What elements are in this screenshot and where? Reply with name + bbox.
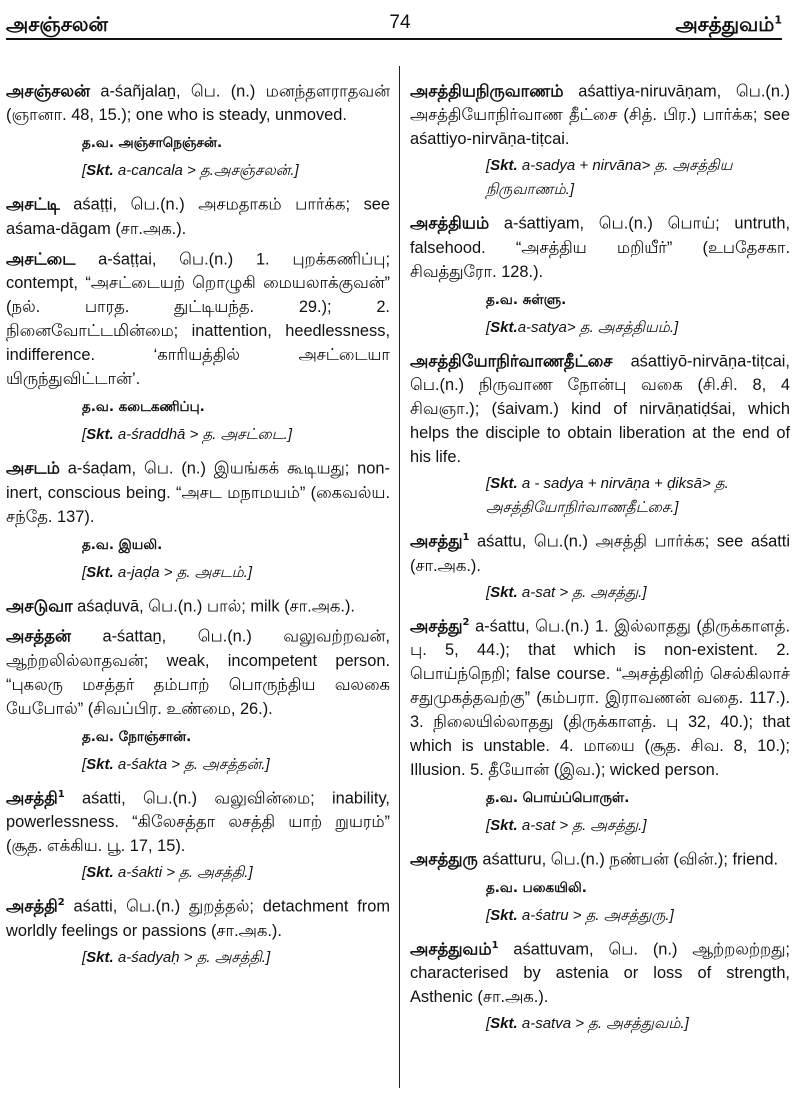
- etymology-text: a-śraddhā > த. அசட்டை.]: [113, 426, 292, 444]
- dictionary-entry: [6, 453, 390, 584]
- sanskrit-etymology: [486, 154, 790, 202]
- etymology-open-bracket: [: [82, 948, 87, 966]
- column-divider: [399, 66, 400, 1088]
- entry-definition: [410, 934, 790, 1009]
- headword: அசத்தியோநிர்வாணதீட்சை: [410, 351, 613, 371]
- entry-definition: [6, 591, 390, 618]
- dictionary-entry: [6, 591, 390, 618]
- etymology-label: Skt.: [86, 563, 114, 581]
- entry-definition: [6, 453, 390, 528]
- etymology-label: Skt.: [490, 1015, 518, 1033]
- dictionary-entry: [6, 244, 390, 447]
- right-column: [410, 76, 790, 1042]
- etymology-text: a-śatru > த. அசத்துரு.]: [517, 906, 674, 924]
- entry-definition: [6, 783, 390, 858]
- left-column: [6, 76, 390, 976]
- etymology-label: Skt.: [86, 162, 114, 180]
- dictionary-entry: [410, 844, 790, 927]
- entry-definition: [410, 526, 790, 577]
- headword-superscript: 1: [462, 532, 470, 544]
- etymology-open-bracket: [: [82, 755, 87, 773]
- entry-definition: [410, 76, 790, 151]
- sanskrit-etymology: [82, 861, 390, 885]
- page-number: 74: [389, 12, 411, 33]
- entry-definition: [6, 189, 390, 240]
- sanskrit-etymology: [82, 561, 390, 585]
- tamil-equivalent: த.வ. கடைகணிப்பு.: [82, 399, 205, 416]
- headword: அசடுவா: [6, 596, 73, 616]
- definition-text: aśatti, பெ.(n.) வலுவின்மை; inability, powerlessness. “கிலேசத்தா லசத்தி யாற் றுயரம்” (சூத. எக்கிய. பூ. 17, 15).: [6, 789, 390, 856]
- sanskrit-etymology: [486, 1012, 790, 1036]
- tamil-equivalent: த.வ. பகையிலி.: [486, 879, 587, 896]
- etymology-text: a - sadya + nirvāṇa + ḍiksā> த. அசத்தியோநிர்வாணதீட்சை.]: [486, 475, 729, 517]
- etymology-text: a-śakti > த. அசத்தி.]: [113, 864, 253, 882]
- headword: அசஞ்சலன்: [6, 81, 91, 101]
- entry-definition: [6, 76, 390, 127]
- headword: அசத்தன்: [6, 626, 71, 646]
- dictionary-entry: [410, 611, 790, 838]
- definition-text: a-śaḍam, பெ. (n.) இயங்கக் கூடியது; non-inert, conscious being. “அசட மநாமயம்” (கைவல்ய. சந்தே. 137).: [6, 459, 390, 526]
- etymology-open-bracket: [: [486, 1015, 491, 1033]
- definition-text: aśattiyō-nirvāṇa-tiṭcai, பெ.(n.) நிருவாண நோன்பு வகை (சி.சி. 8, 4 சிவஞா.); (śaivam.) kind of nirvāṇatiḍśai, which helps the disciple to obtain liberation at the end of his life.: [410, 352, 790, 467]
- dictionary-entry: [410, 346, 790, 520]
- definition-text: aśattuvam, பெ. (n.) ஆற்றலற்றது; characterised by astenia or loss of strength, Asthenic (சா.அக.).: [410, 940, 790, 1007]
- etymology-text: a-cancala > த.அசஞ்சலன்.]: [113, 162, 299, 180]
- definition-text: aśaḍuvā, பெ.(n.) பால்; milk (சா.அக.).: [72, 597, 355, 616]
- headword: அசத்தியநிருவாணம்: [410, 81, 564, 101]
- dictionary-entry: [410, 526, 790, 604]
- dictionary-entry: [410, 934, 790, 1036]
- etymology-text: a-satva > த. அசத்துவம்.]: [517, 1015, 689, 1033]
- etymology-text: a-śakta > த. அசத்தன்.]: [113, 755, 270, 773]
- sanskrit-etymology: [82, 159, 390, 183]
- header-right-word-text: அசத்துவம்: [675, 12, 775, 36]
- definition-text: a-śaṭṭai, பெ.(n.) 1. புறக்கணிப்பு; contempt, “அசட்டையற் றொழுகி மையலாக்குவன்” (நல். பாரத. துட்டியந்த. 29.); 2. நினைவோட்டமின்மை; inattention, heedlessness, indifference. ‘காரியத்தில் அசட்டையா யிருந்துவிட்டான்’.: [6, 250, 390, 389]
- etymology-open-bracket: [: [486, 475, 491, 493]
- dictionary-entry: [6, 76, 390, 183]
- headword-superscript: 2: [462, 616, 470, 628]
- definition-text: a-śattaṉ, பெ.(n.) வலுவற்றவன், ஆற்றலில்லாதவன்; weak, incompetent person. “புகலரு மசத்தர் தம்பாற் பொருந்திய வலகை யேபோல்” (சிவப்பிர. உண்மை, 26.).: [6, 627, 390, 718]
- sanskrit-etymology: [486, 581, 790, 605]
- etymology-open-bracket: [: [82, 864, 87, 882]
- dictionary-entry: [6, 891, 390, 969]
- sanskrit-etymology: [486, 472, 790, 520]
- etymology-label: Skt.: [490, 817, 518, 835]
- entry-definition: [6, 621, 390, 720]
- etymology-label: Skt.: [490, 583, 518, 601]
- headword: அசத்தி: [6, 896, 58, 916]
- entry-definition: [6, 244, 390, 391]
- etymology-open-bracket: [: [486, 906, 491, 924]
- etymology-text: a-sat > த. அசத்து.]: [517, 583, 647, 601]
- etymology-open-bracket: [: [82, 162, 87, 180]
- entry-definition: [410, 208, 790, 283]
- dictionary-entry: [6, 189, 390, 240]
- headword: அசட்டி: [6, 194, 60, 214]
- header-left-guide-word: அசஞ்சலன்: [6, 12, 108, 36]
- entry-definition: [410, 611, 790, 782]
- etymology-label: Skt.: [86, 948, 114, 966]
- definition-text: a-śattu, பெ.(n.) 1. இல்லாதது (திருக்காளத். பு. 5, 44.); that which is non-existent. 2. பொய்ந்நெறி; false course. “அசத்தினிற் செல்கிலாச் சதுமுகத்தவற்கு” (கம்பரா. இராவணன் வதை. 117.). 3. நிலையில்லாதது (திருக்காளத். பு 32, 40.); that which is unstable. 4. மாயை (சூத. சிவ. 8, 10.); Illusion. 5. தீயோன் (இவ.); wicked person.: [410, 617, 790, 780]
- sanskrit-etymology: [486, 814, 790, 838]
- sanskrit-etymology: [486, 904, 790, 928]
- etymology-text: a-sadya + nirvāna> த. அசத்திய நிருவாணம்.]: [486, 157, 733, 199]
- tamil-equivalent: த.வ. அஞ்சாநெஞ்சன்.: [82, 135, 223, 152]
- etymology-label: Skt.: [490, 318, 518, 336]
- etymology-open-bracket: [: [82, 563, 87, 581]
- headword: அசத்து: [410, 616, 463, 636]
- headword: அசத்துரு: [410, 849, 478, 869]
- tamil-equivalent: த.வ. நோஞ்சான்.: [82, 728, 192, 745]
- headword-superscript: 1: [491, 939, 499, 951]
- sanskrit-etymology: [486, 316, 790, 340]
- definition-text: aśaṭṭi, பெ.(n.) அசமதாகம் பார்க்க; see aśama-dāgam (சா.அக.).: [6, 195, 390, 238]
- definition-text: aśattu, பெ.(n.) அசத்தி பார்க்க; see aśatti (சா.அக.).: [410, 532, 790, 575]
- headword: அசத்தி: [6, 788, 58, 808]
- etymology-text: a-śadyaḥ > த. அசத்தி.]: [113, 948, 271, 966]
- definition-text: aśatturu, பெ.(n.) நண்பன் (வின்.); friend.: [477, 850, 779, 869]
- etymology-text: a-sat > த. அசத்து.]: [517, 817, 647, 835]
- etymology-open-bracket: [: [82, 426, 87, 444]
- tamil-equivalent: த.வ. இயலி.: [82, 536, 163, 553]
- header-rule: [6, 38, 782, 41]
- entry-definition: [6, 891, 390, 942]
- sanskrit-etymology: [82, 946, 390, 970]
- entry-definition: [410, 346, 790, 469]
- tamil-equivalent: த.வ. பொய்ப்பொருள்.: [486, 790, 630, 807]
- header-right-superscript: 1: [774, 13, 782, 27]
- etymology-open-bracket: [: [486, 157, 491, 175]
- etymology-label: Skt.: [86, 426, 114, 444]
- headword: அசத்துவம்: [410, 939, 492, 959]
- sanskrit-etymology: [82, 753, 390, 777]
- dictionary-entry: [6, 621, 390, 776]
- etymology-open-bracket: [: [486, 318, 491, 336]
- entry-definition: [410, 844, 790, 871]
- definition-text: a-śañjalaṉ, பெ. (n.) மனந்தளராதவன் (ஞானா. 48, 15.); one who is steady, unmoved.: [6, 82, 390, 125]
- definition-text: a-śattiyam, பெ.(n.) பொய்; untruth, falsehood. “அசத்திய மறியீர்” (உபதேசகா. சிவத்துரோ. 128.).: [410, 214, 790, 281]
- dictionary-entry: [410, 208, 790, 339]
- headword: அசடம்: [6, 458, 60, 478]
- definition-text: aśatti, பெ.(n.) துறத்தல்; detachment from worldly feelings or passions (சா.அக.).: [6, 897, 390, 940]
- etymology-label: Skt.: [490, 906, 518, 924]
- etymology-open-bracket: [: [486, 817, 491, 835]
- headword: அசத்து: [410, 531, 463, 551]
- etymology-text: a-satya> த. அசத்தியம்.]: [517, 318, 679, 336]
- etymology-label: Skt.: [490, 157, 518, 175]
- etymology-open-bracket: [: [486, 583, 491, 601]
- definition-text: aśattiya-niruvāṇam, பெ.(n.) அசத்தியோநிர்வாண தீட்சை (சித். பிர.) பார்க்க; see aśattiyo-nirvāṇa-tiṭcai.: [410, 82, 790, 149]
- headword-superscript: 2: [57, 897, 65, 909]
- etymology-label: Skt.: [490, 475, 518, 493]
- dictionary-entry: [410, 76, 790, 202]
- etymology-label: Skt.: [86, 755, 114, 773]
- headword-superscript: 1: [57, 788, 65, 800]
- etymology-label: Skt.: [86, 864, 114, 882]
- tamil-equivalent: த.வ. சுள்ளு.: [486, 291, 567, 308]
- header-right-guide-word: [675, 12, 782, 39]
- sanskrit-etymology: [82, 423, 390, 447]
- etymology-text: a-jaḍa > த. அசடம்.]: [113, 563, 253, 581]
- dictionary-entry: [6, 783, 390, 885]
- headword: அசத்தியம்: [410, 213, 490, 233]
- headword: அசட்டை: [6, 249, 76, 269]
